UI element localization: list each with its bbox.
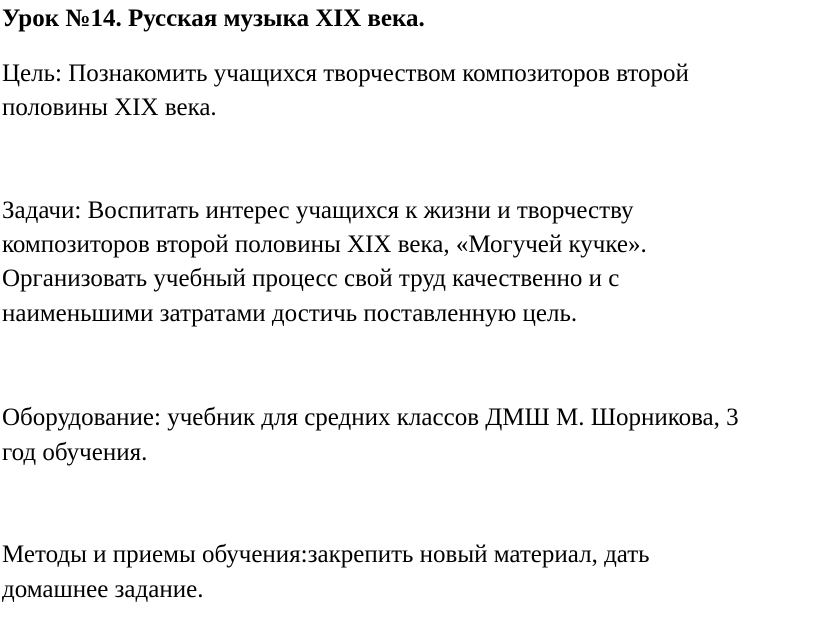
tasks-line-4: наименьшими затратами достичь поставленную цель. (2, 300, 578, 327)
tasks-line-3: Организовать учебный процесс свой труд качественно и с (2, 265, 620, 292)
methods-line-2: домашнее задание. (2, 576, 204, 603)
lesson-title: Урок №14. Русская музыка XIX века. (2, 5, 425, 32)
equipment-line-1: Оборудование: учебник для средних классов ДМШ М. Шорникова, 3 (2, 404, 739, 431)
equipment-line-2: год обучения. (2, 439, 148, 466)
methods-line-1: Методы и приемы обучения:закрепить новый материал, дать (2, 541, 650, 568)
goal-line-1: Цель: Познакомить учащихся творчеством композиторов второй (2, 60, 689, 87)
tasks-line-1: Задачи: Воспитать интерес учащихся к жизни и творчеству (2, 197, 634, 224)
goal-line-2: половины XIX века. (2, 94, 217, 121)
tasks-line-2: композиторов второй половины XIX века, «Могучей кучке». (2, 231, 647, 258)
